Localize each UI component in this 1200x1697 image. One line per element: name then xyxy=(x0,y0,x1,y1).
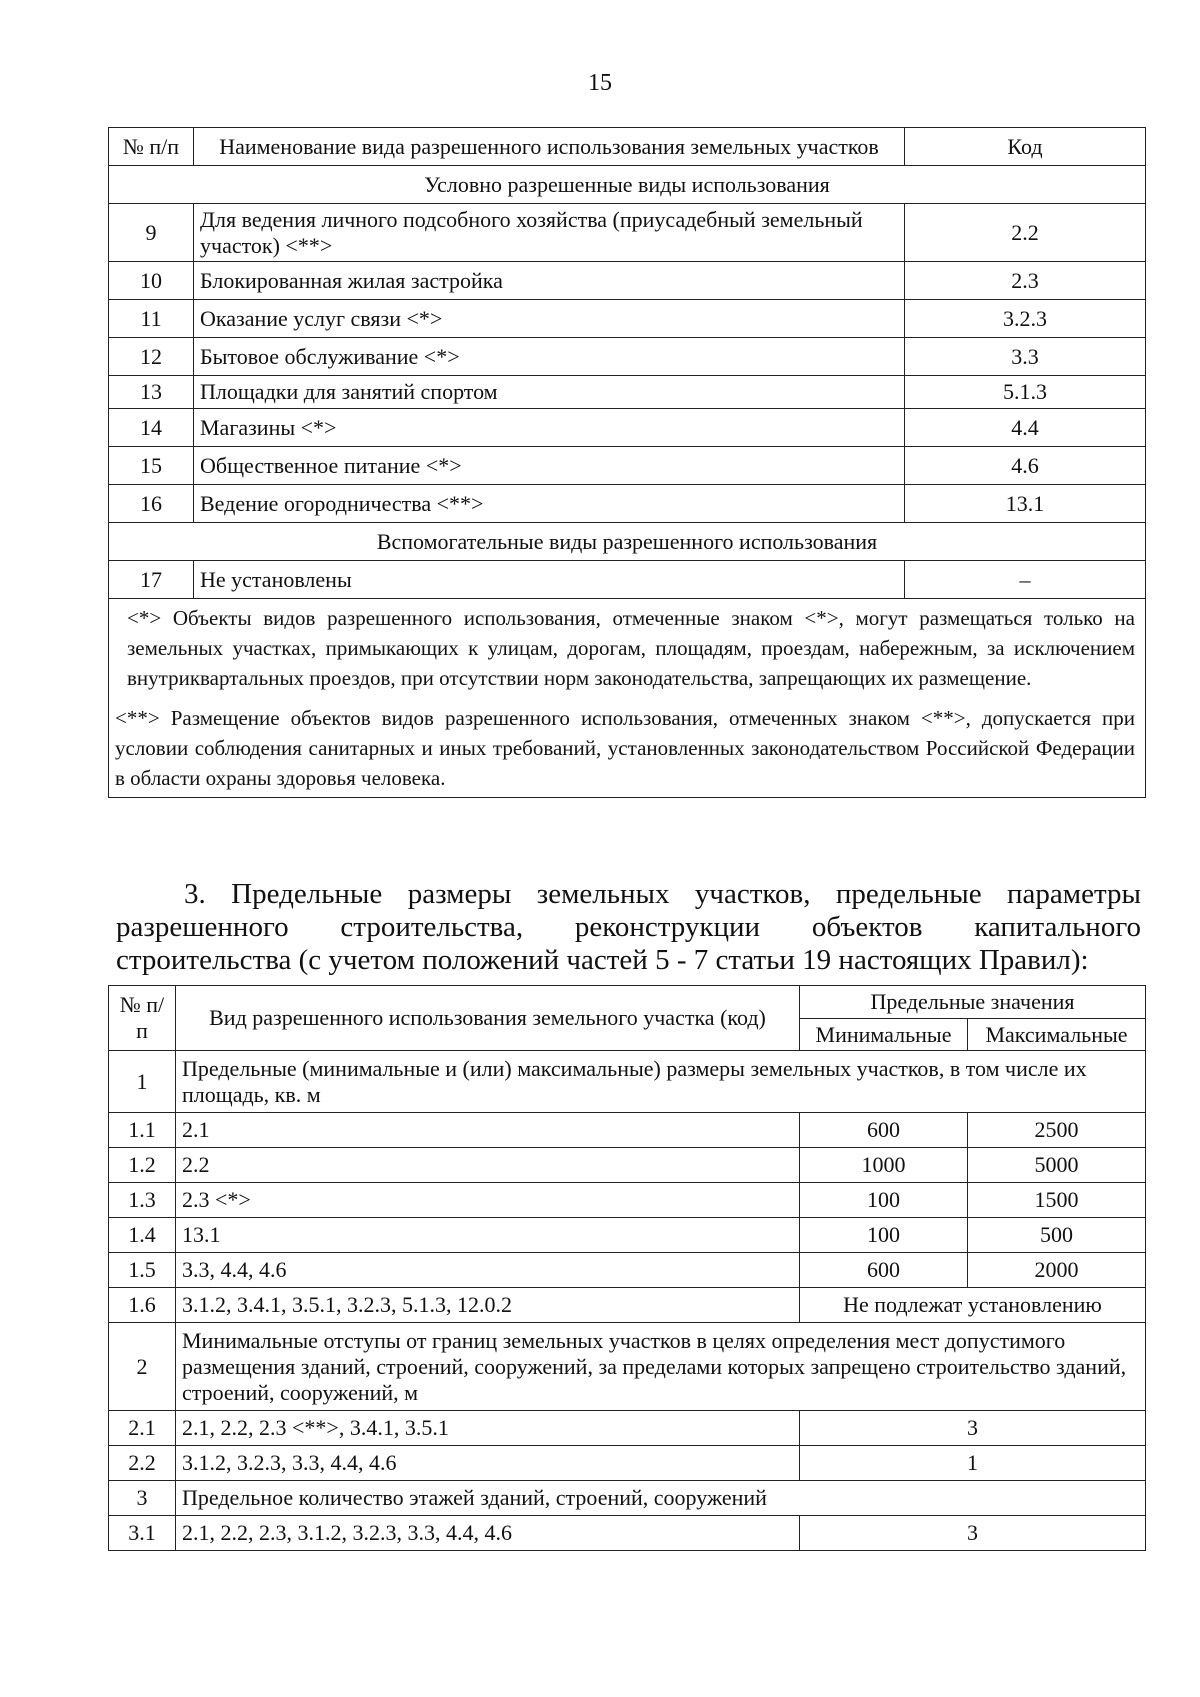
row-number: 12 xyxy=(109,338,194,376)
row-number: 1.2 xyxy=(109,1148,176,1183)
row-name: Магазины <*> xyxy=(194,409,905,447)
row-number: 1.4 xyxy=(109,1218,176,1253)
table-row xyxy=(109,1288,1146,1323)
row-value: 1 xyxy=(800,1446,1146,1481)
row-code: 4.6 xyxy=(905,447,1146,485)
table-row xyxy=(109,338,1146,376)
group-row xyxy=(109,1481,1146,1516)
row-min: 1000 xyxy=(800,1148,968,1183)
table-row xyxy=(109,1113,1146,1148)
row-code: 13.1 xyxy=(905,485,1146,523)
table-row xyxy=(109,447,1146,485)
table-row xyxy=(109,485,1146,523)
row-number: 10 xyxy=(109,262,194,300)
group-text: Минимальные отступы от границ земельных участков в целях определения мест допустимого размещения зданий, строений, сооружений, за пределами которых запрещено строительство зданий, строений, сооружений, м xyxy=(176,1323,1146,1411)
notes-cell xyxy=(109,599,1146,798)
header-limit-values: Предельные значения xyxy=(800,986,1146,1019)
header-number: № п/п xyxy=(109,128,194,166)
header-max: Максимальные xyxy=(968,1019,1146,1051)
table-row xyxy=(109,1148,1146,1183)
table-row xyxy=(109,1253,1146,1288)
table-row xyxy=(109,376,1146,409)
row-use-type: 13.1 xyxy=(176,1218,800,1253)
group-text: Предельные (минимальные и (или) максимальные) размеры земельных участков, в том числе их площадь, кв. м xyxy=(176,1051,1146,1113)
row-name: Ведение огородничества <**> xyxy=(194,485,905,523)
row-number: 3.1 xyxy=(109,1516,176,1551)
header-number: № п/п xyxy=(109,986,176,1051)
row-name: Для ведения личного подсобного хозяйства (приусадебный земельный участок) <**> xyxy=(194,204,905,262)
row-number: 1.3 xyxy=(109,1183,176,1218)
row-max: 500 xyxy=(968,1218,1146,1253)
section-heading xyxy=(116,878,1141,977)
row-number: 1.1 xyxy=(109,1113,176,1148)
row-use-type: 3.3, 4.4, 4.6 xyxy=(176,1253,800,1288)
row-min: 600 xyxy=(800,1253,968,1288)
row-use-type: 2.1, 2.2, 2.3 <**>, 3.4.1, 3.5.1 xyxy=(176,1411,800,1446)
row-number: 13 xyxy=(109,376,194,409)
section-row xyxy=(109,523,1146,561)
table-row xyxy=(109,300,1146,338)
row-code: 2.2 xyxy=(905,204,1146,262)
row-code: 5.1.3 xyxy=(905,376,1146,409)
section-heading-text: 3. Предельные размеры земельных участков, предельные параметры разрешенного строительства, реконструкции объектов капитального строительства (с учетом положений частей 5 - 7 статьи 19 настоящих Правил): xyxy=(116,878,1141,976)
table-row xyxy=(109,1218,1146,1253)
header-code: Код xyxy=(905,128,1146,166)
row-min: 600 xyxy=(800,1113,968,1148)
row-number: 1 xyxy=(109,1051,176,1113)
header-use-type: Вид разрешенного использования земельного участка (код) xyxy=(176,986,800,1051)
table-row xyxy=(109,1411,1146,1446)
row-max: 5000 xyxy=(968,1148,1146,1183)
row-code: 3.2.3 xyxy=(905,300,1146,338)
row-max: 2000 xyxy=(968,1253,1146,1288)
row-max: 2500 xyxy=(968,1113,1146,1148)
row-use-type: 2.1, 2.2, 2.3, 3.1.2, 3.2.3, 3.3, 4.4, 4.6 xyxy=(176,1516,800,1551)
header-min: Минимальные xyxy=(800,1019,968,1051)
table-row xyxy=(109,1446,1146,1481)
row-min: 100 xyxy=(800,1218,968,1253)
table-header-row xyxy=(109,986,1146,1019)
row-number: 2.2 xyxy=(109,1446,176,1481)
page-number: 15 xyxy=(588,70,612,96)
row-code: – xyxy=(905,561,1146,599)
section-conditional: Условно разрешенные виды использования xyxy=(109,166,1146,204)
footnote-double-star: <**> Размещение объектов видов разрешенного использования, отмеченных знаком <**>, допускается при условии соблюдения санитарных и иных требований, установленных законодательством Российской Федерации в области охраны здоровья человека. xyxy=(115,706,1135,790)
row-number: 17 xyxy=(109,561,194,599)
row-value: 3 xyxy=(800,1411,1146,1446)
table-row xyxy=(109,561,1146,599)
row-number: 14 xyxy=(109,409,194,447)
row-code: 4.4 xyxy=(905,409,1146,447)
row-number: 3 xyxy=(109,1481,176,1516)
permitted-use-table xyxy=(108,127,1146,798)
table-row xyxy=(109,1183,1146,1218)
row-number: 9 xyxy=(109,204,194,262)
row-name: Не установлены xyxy=(194,561,905,599)
section-auxiliary: Вспомогательные виды разрешенного использования xyxy=(109,523,1146,561)
row-name: Бытовое обслуживание <*> xyxy=(194,338,905,376)
group-row xyxy=(109,1051,1146,1113)
group-row xyxy=(109,1323,1146,1411)
row-code: 2.3 xyxy=(905,262,1146,300)
row-name: Оказание услуг связи <*> xyxy=(194,300,905,338)
row-use-type: 2.3 <*> xyxy=(176,1183,800,1218)
row-use-type: 2.1 xyxy=(176,1113,800,1148)
row-code: 3.3 xyxy=(905,338,1146,376)
row-number: 1.6 xyxy=(109,1288,176,1323)
row-use-type: 2.2 xyxy=(176,1148,800,1183)
row-use-type: 3.1.2, 3.2.3, 3.3, 4.4, 4.6 xyxy=(176,1446,800,1481)
row-name: Площадки для занятий спортом xyxy=(194,376,905,409)
row-number: 15 xyxy=(109,447,194,485)
table-row xyxy=(109,1516,1146,1551)
row-value: Не подлежат установлению xyxy=(800,1288,1146,1323)
row-name: Общественное питание <*> xyxy=(194,447,905,485)
table-row xyxy=(109,409,1146,447)
group-text: Предельное количество этажей зданий, строений, сооружений xyxy=(176,1481,1146,1516)
section-row xyxy=(109,166,1146,204)
row-number: 11 xyxy=(109,300,194,338)
row-value: 3 xyxy=(800,1516,1146,1551)
row-use-type: 3.1.2, 3.4.1, 3.5.1, 3.2.3, 5.1.3, 12.0.2 xyxy=(176,1288,800,1323)
row-max: 1500 xyxy=(968,1183,1146,1218)
row-min: 100 xyxy=(800,1183,968,1218)
table-row xyxy=(109,204,1146,262)
notes-row xyxy=(109,599,1146,798)
row-number: 2 xyxy=(109,1323,176,1411)
footnote-single-star: <*> Объекты видов разрешенного использования, отмеченные знаком <*>, могут размещаться только на земельных участках, примыкающих к улицам, дорогам, площадям, проездам, набережным, за исключением внутриквартальных проездов, при отсутствии норм законодательства, запрещающих их размещение. xyxy=(127,606,1135,690)
row-name: Блокированная жилая застройка xyxy=(194,262,905,300)
row-number: 2.1 xyxy=(109,1411,176,1446)
limits-table xyxy=(108,985,1146,1551)
row-number: 16 xyxy=(109,485,194,523)
table-header-row xyxy=(109,128,1146,166)
row-number: 1.5 xyxy=(109,1253,176,1288)
header-name: Наименование вида разрешенного использования земельных участков xyxy=(194,128,905,166)
table-row xyxy=(109,262,1146,300)
